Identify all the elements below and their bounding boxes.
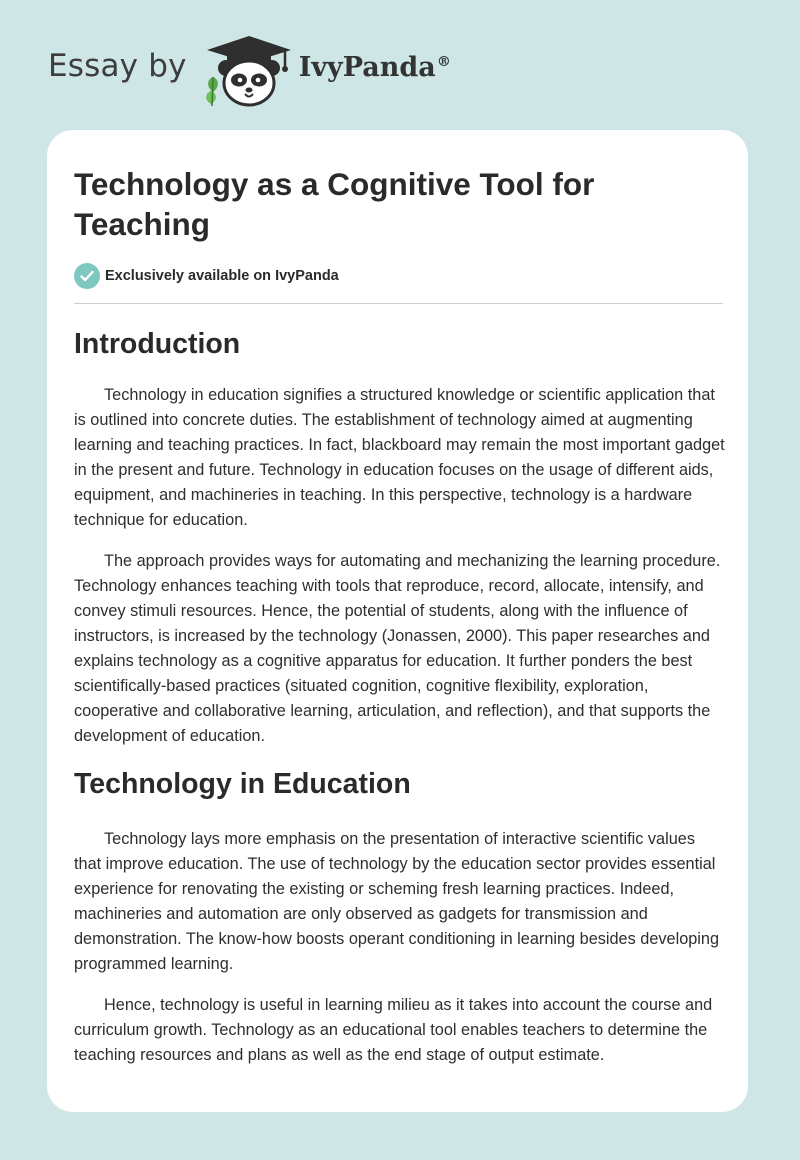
- paragraph: Technology in education signifies a structured knowledge or scientific application that is outlined into concrete duties. The establishment of technology aimed at augmenting learning and teaching practices. In fact, blackboard may remain the most important gadget in the present and future. Technology in education focuses on the usage of different aids, equipment, and machineries in teaching. In this perspective, technology is a hardware technique for education.: [74, 386, 725, 529]
- section-heading-technology-in-education: Technology in Education: [74, 768, 411, 800]
- panda-graduate-logo-icon: [201, 30, 297, 110]
- paragraph: The approach provides ways for automating and mechanizing the learning procedure. Technology enhances teaching with tools that reproduce, record, allocate, intensify, and convey stimuli resources. Hence, the potential of students, along with the influence of instructors, is increased by the technology (Jonassen, 2000). This paper researches and explains technology as a cognitive apparatus for education. It further ponders the best scientifically-based practices (situated cognition, cognitive flexibility, exploration, cooperative and collaborative learning, articulation, and reflection), and that supports the development of education.: [74, 552, 721, 745]
- registered-mark: ®: [436, 53, 451, 70]
- section-heading-introduction: Introduction: [74, 328, 241, 360]
- divider: [74, 303, 723, 304]
- brand-prefix: Essay by: [48, 48, 187, 84]
- exclusive-badge-label: Exclusively available on IvyPanda: [105, 268, 339, 284]
- checkmark-icon: [74, 263, 100, 289]
- paragraph: Hence, technology is useful in learning milieu as it takes into account the course and curriculum growth. Technology as an educational tool enables teachers to determine the teaching resources and plans as well as the end stage of output estimate.: [74, 996, 713, 1064]
- brand-name: IvyPanda®: [298, 51, 451, 83]
- page-title: Technology as a Cognitive Tool for Teaching: [74, 166, 595, 242]
- paragraph: Technology lays more emphasis on the presentation of interactive scientific values that improve education. The use of technology by the education sector provides essential experience for renovating the existing or scheming fresh learning practices. Indeed, machineries and automation are only observed as gadgets for transmission and demonstration. The know-how boosts operant conditioning in learning besides developing programmed learning.: [74, 830, 720, 973]
- essay-card: [47, 130, 748, 1112]
- exclusive-badge: [74, 263, 721, 289]
- brand-header[interactable]: [48, 30, 488, 110]
